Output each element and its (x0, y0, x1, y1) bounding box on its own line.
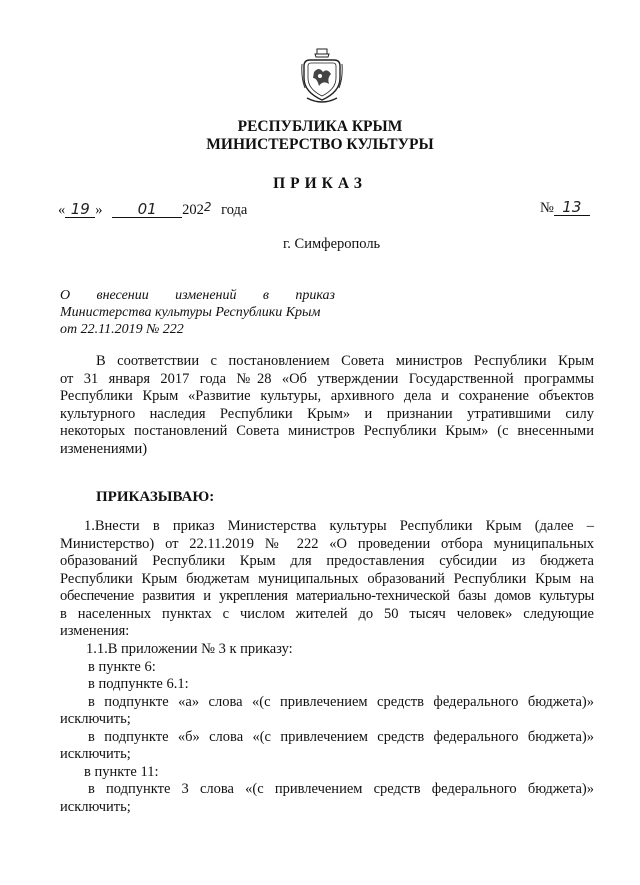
date-year-word: года (221, 202, 248, 218)
sub-item-3: в подпункте 3 слова «(с привлечением средств федерального бюджета)» (88, 781, 594, 797)
sub-item-subpoint-6-1: в подпункте 6.1: (88, 676, 189, 692)
item-1-line: образований Республики Крым для предоставления субсидии из бюджета (60, 553, 594, 569)
item-1-line: Министерство) от 22.11.2019 № 222 «О проведении отбора муниципальных (60, 535, 594, 552)
date-open-quote: « (58, 202, 66, 218)
order-word: ПРИКАЗЫВАЮ: (96, 489, 215, 505)
sub-item-b-exclude: исключить; (60, 746, 131, 762)
sub-item-a-exclude: исключить; (60, 711, 131, 727)
sub-item-a: в подпункте «а» слова «(с привлечением средств федерального бюджета)» (88, 693, 594, 710)
date-year-suffix: 2 (203, 200, 212, 214)
item-1-line: в населенных пунктах с числом жителей до 50 тысяч человек» следующие (60, 605, 594, 622)
date-day: 19 (65, 202, 95, 218)
sub-items-block (60, 641, 594, 816)
item-1-line: Республики Крым бюджетам муниципальных образований Республики Крым на (60, 570, 594, 587)
number-prefix: № (540, 200, 554, 216)
item-1-line: изменения: (60, 623, 130, 639)
preamble-line: от 31 января 2017 года №28 «Об утверждении Государственной программы (60, 370, 594, 387)
header-republic: РЕСПУБЛИКА КРЫМ (237, 118, 403, 135)
item-1-line: обеспечение развития и укрепления материально-технической базы домов культуры (60, 588, 594, 604)
item-1-paragraph (60, 518, 594, 641)
date-line (58, 200, 247, 219)
header-ministry: МИНИСТЕРСТВО КУЛЬТУРЫ (206, 136, 434, 153)
preamble-line: культурного наследия Республики Крым» и признании утратившими силу (60, 405, 594, 422)
preamble-paragraph (60, 353, 594, 458)
preamble-line: изменениями) (60, 440, 148, 457)
sub-item-point-6: в пункте 6: (88, 658, 156, 675)
number-value: 13 (554, 200, 590, 216)
sub-item-point-11: в пункте 11: (84, 763, 159, 780)
preamble-line: В соответствии с постановлением Совета министров Республики Крым (96, 353, 594, 369)
sub-item-b: в подпункте «б» слова «(с привлечением средств федерального бюджета)» (88, 728, 594, 745)
preamble-line: некоторых постановлений Совета министров Республики Крым» (с внесенными (60, 423, 594, 439)
document-type-title: ПРИКАЗ (273, 175, 367, 192)
item-1-line: 1.Внести в приказ Министерства культуры Республики Крым (далее – (84, 518, 594, 534)
subject-line: от 22.11.2019 № 222 (60, 322, 184, 337)
city: г. Симферополь (283, 236, 381, 252)
subject-line: О внесении изменений в приказ (60, 288, 335, 303)
sub-item-3-exclude: исключить; (60, 798, 131, 815)
date-close-quote: » (95, 202, 103, 218)
date-month: 01 (112, 202, 182, 218)
subject-line: Министерства культуры Республики Крым (60, 305, 321, 320)
sub-item-1-1: 1.1.В приложении № 3 к приказу: (86, 641, 293, 657)
preamble-line: Республики Крым «Развитие культуры, архивного дела и сохранение объектов (60, 388, 594, 404)
date-year-prefix: 202 (182, 202, 204, 218)
subject-block (60, 287, 335, 338)
document-number (540, 200, 590, 217)
coat-of-arms-icon (301, 48, 343, 106)
